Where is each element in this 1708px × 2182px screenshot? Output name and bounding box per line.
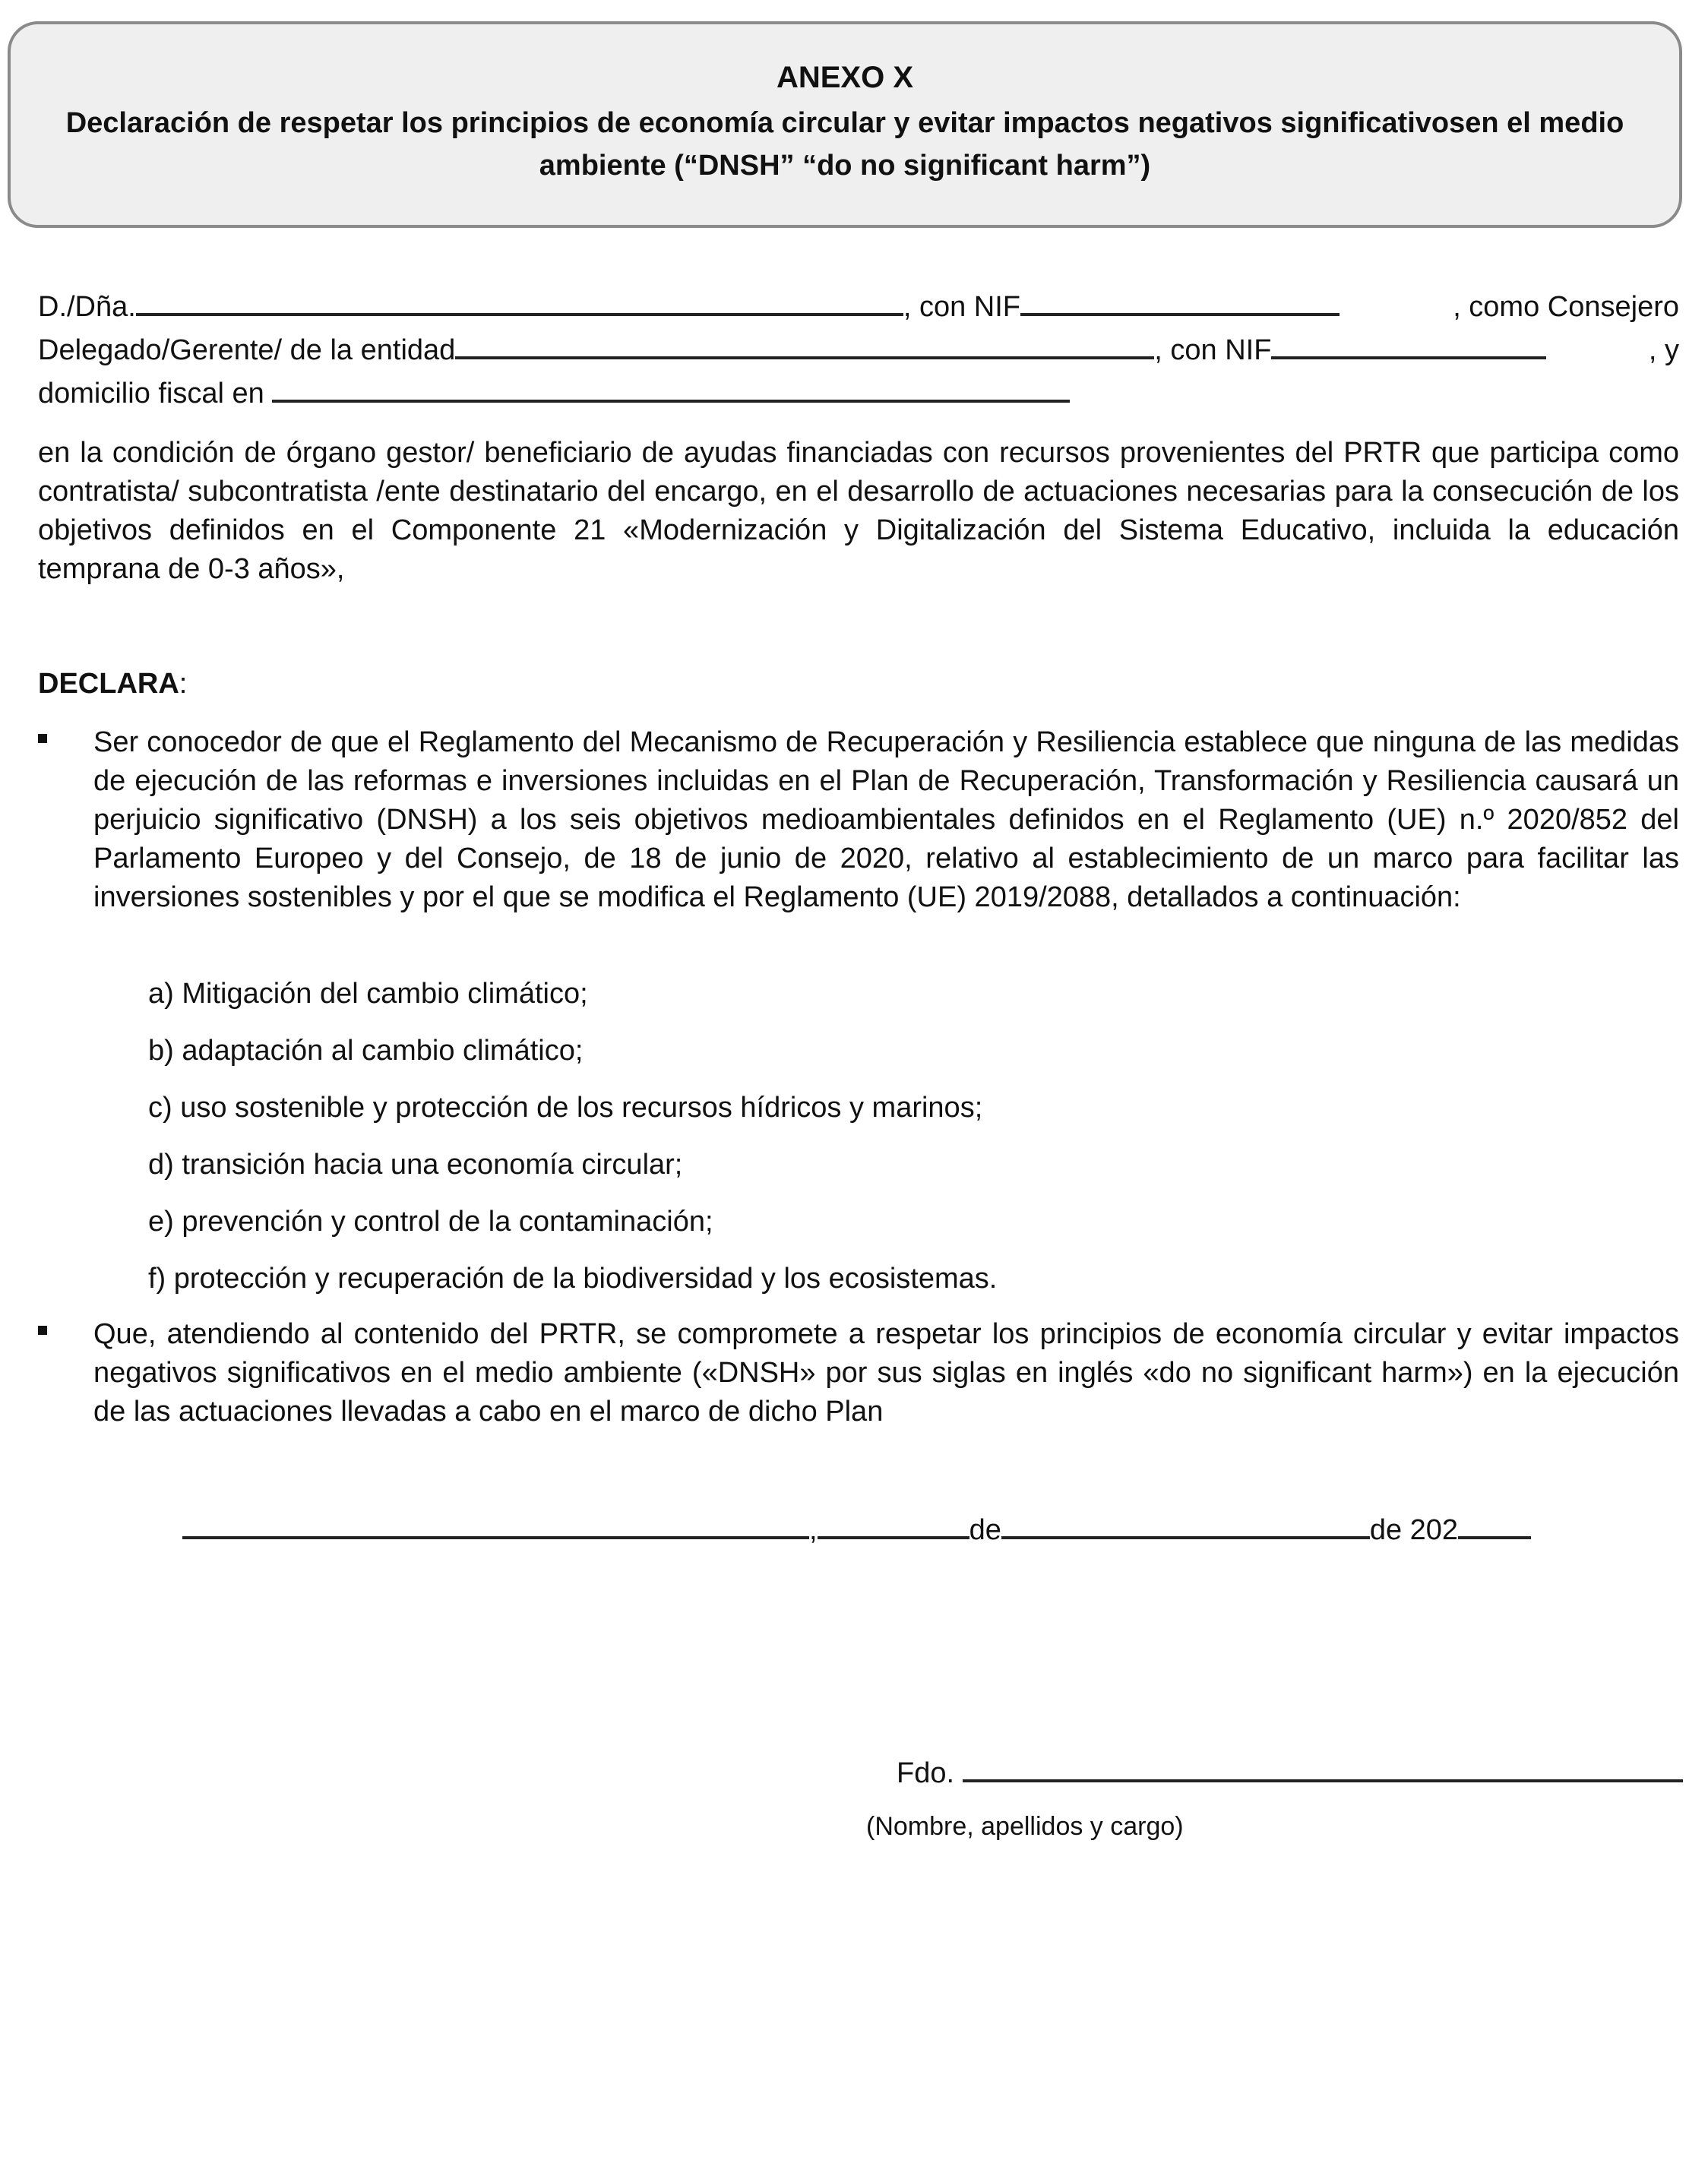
entity-nif-label: , con NIF xyxy=(1154,334,1272,366)
signature-field[interactable] xyxy=(963,1749,1683,1782)
date-line xyxy=(182,1506,1531,1549)
objective-item: a) Mitigación del cambio climático; xyxy=(148,978,588,1010)
bullet-item xyxy=(38,723,1679,917)
address-field[interactable] xyxy=(272,369,1070,403)
annex-title: Declaración de respetar los principios de economía circular y evitar impactos negativos significativosen el medio ambiente (“DNSH” “do no significant harm”) xyxy=(65,107,1624,182)
entity-field[interactable] xyxy=(455,326,1154,359)
intro-paragraph: en la condición de órgano gestor/ beneficiario de ayudas financiadas con recursos provenientes del PRTR que participa como contratista/ subcontratista /ente destinatario del encargo, en el desarrollo de actuaciones necesarias para la consecución de los objetivos definidos en el Componente 21 «Modernización y Digitalización del Sistema Educativo, incluida la educación temprana de 0-3 años», xyxy=(38,437,1679,585)
bullet-icon xyxy=(38,1326,47,1335)
declara-heading xyxy=(38,663,1679,706)
objective-item: b) adaptación al cambio climático; xyxy=(148,1035,584,1067)
name-field[interactable] xyxy=(136,283,903,316)
signature-caption: (Nombre, apellidos y cargo) xyxy=(866,1812,1184,1841)
objective-item: f) protección y recuperación de la biodiversidad y los ecosistemas. xyxy=(148,1263,998,1295)
nif-label: , con NIF xyxy=(903,291,1020,323)
name-label: D./Dña. xyxy=(38,291,136,323)
objective-item: e) prevención y control de la contaminación; xyxy=(148,1206,713,1238)
objective-item: d) transición hacia una economía circular; xyxy=(148,1149,683,1181)
date-comma: , xyxy=(809,1514,818,1546)
year-field[interactable] xyxy=(1458,1506,1531,1539)
place-field[interactable] xyxy=(182,1506,809,1539)
annex-header-box xyxy=(8,21,1682,228)
date-de-label: de xyxy=(969,1514,1001,1546)
bullet-text: Que, atendiendo al contenido del PRTR, se compromete a respetar los principios de economía circular y evitar impactos negativos significativos en el medio ambiente («DNSH» por sus siglas en inglés «do no significant harm») en la ejecución de las actuaciones llevadas a cabo en el marco de dicho Plan xyxy=(93,1318,1679,1428)
bullet-item xyxy=(38,1315,1679,1431)
bullet-icon xyxy=(38,734,47,743)
annex-number: ANEXO X xyxy=(776,61,914,94)
address-label: domicilio fiscal en xyxy=(38,378,273,410)
entity-label: Delegado/Gerente/ de la entidad xyxy=(38,334,456,366)
declara-colon: : xyxy=(179,668,188,700)
nif-field[interactable] xyxy=(1020,283,1340,316)
year-label: de 202 xyxy=(1369,1514,1459,1546)
signature-line xyxy=(897,1749,1683,1792)
day-field[interactable] xyxy=(818,1506,969,1539)
objective-item: c) uso sostenible y protección de los recursos hídricos y marinos; xyxy=(148,1092,983,1124)
bullet-text: Ser conocedor de que el Reglamento del Mecanismo de Recuperación y Resiliencia establece que ninguna de las medidas de ejecución de las reformas e inversiones incluidas en el Plan de Recuperación, Transformación y Resiliencia causará un perjuicio significativo (DNSH) a los seis objetivos medioambientales definidos en el Reglamento (UE) n.º 2020/852 del Parlamento Europeo y del Consejo, de 18 de junio de 2020, relativo al establecimiento de un marco para facilitar las inversiones sostenibles y por el que se modifica el Reglamento (UE) 2019/2088, detallados a continuación: xyxy=(93,726,1679,913)
entity-nif-field[interactable] xyxy=(1271,326,1546,359)
role-label: , como Consejero xyxy=(1453,291,1679,323)
month-field[interactable] xyxy=(1001,1506,1370,1539)
and-label: , y xyxy=(1648,334,1679,366)
signature-label: Fdo. xyxy=(897,1757,963,1789)
declarant-form xyxy=(38,283,1679,413)
declara-label: DECLARA xyxy=(38,668,179,700)
